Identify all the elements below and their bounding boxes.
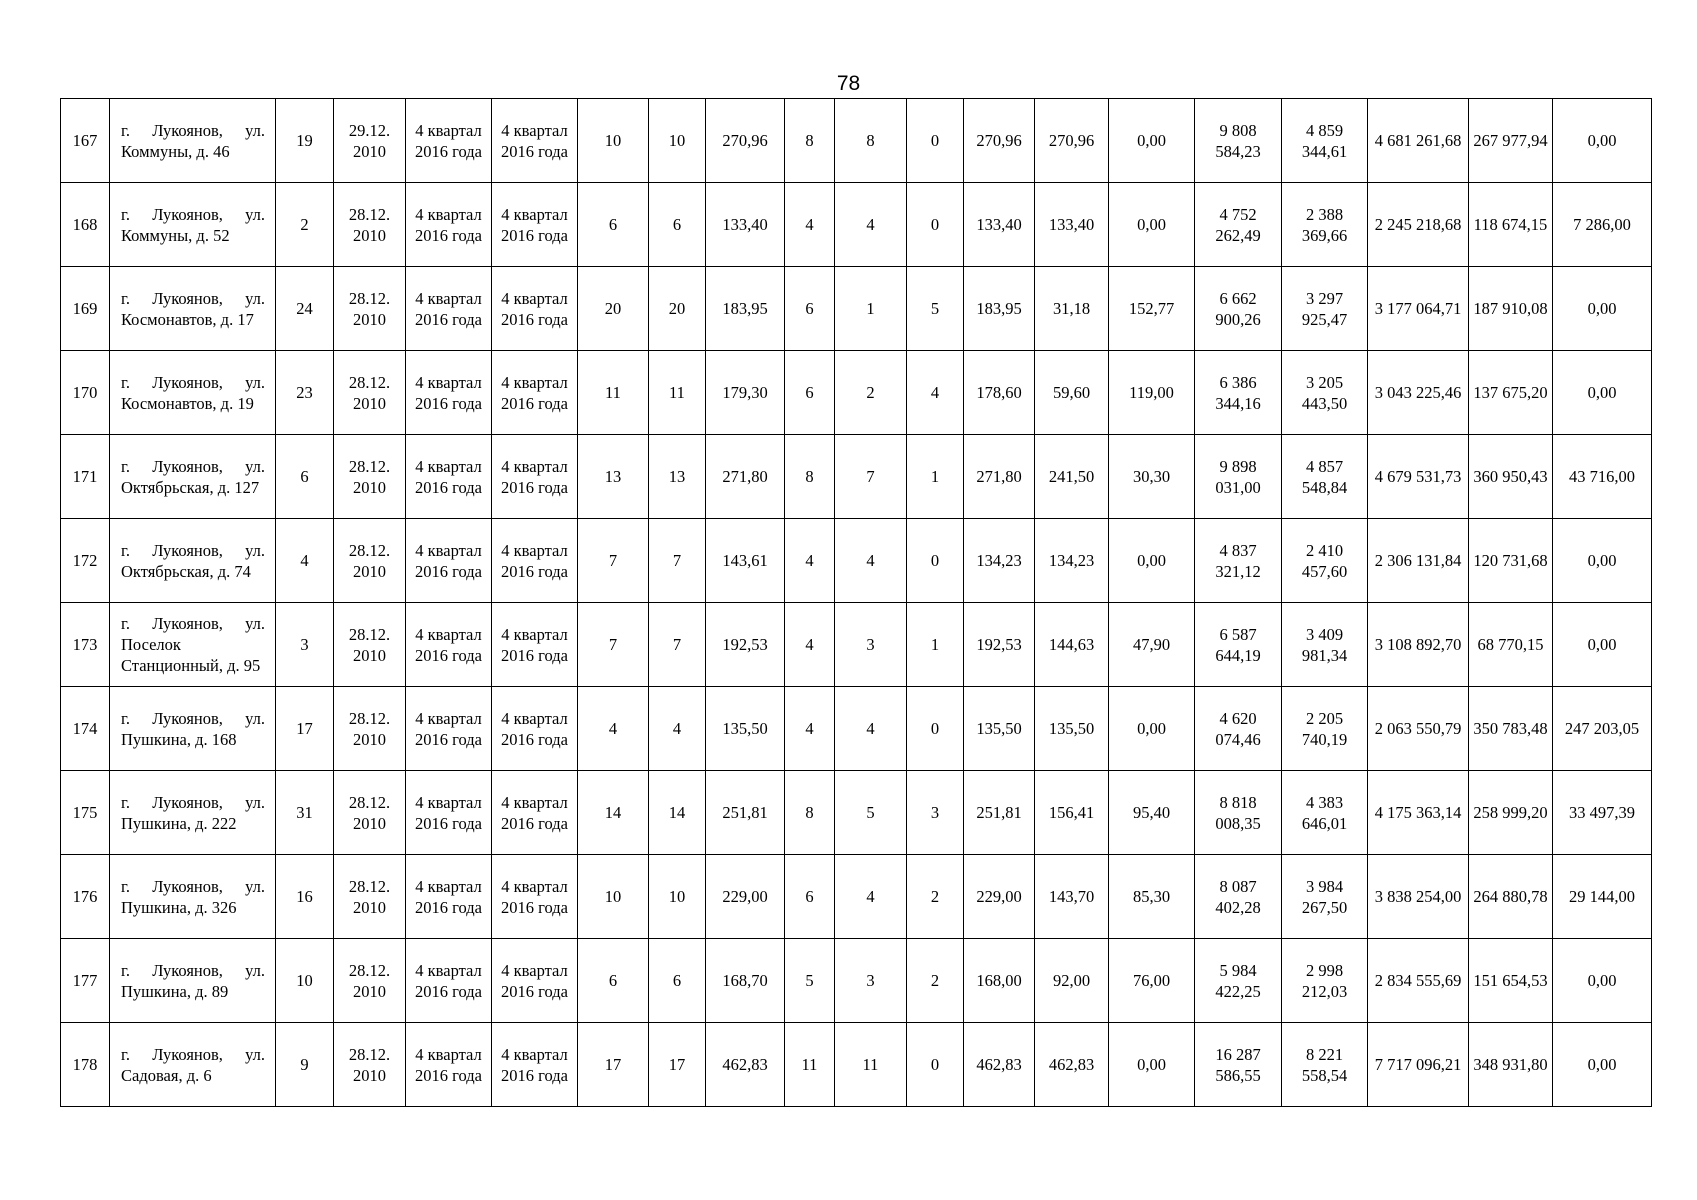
regional-budget-cell: 4 679 531,73 xyxy=(1368,435,1469,519)
rooms-municipal-cell: 4 xyxy=(835,519,907,603)
residents-resettled-cell: 11 xyxy=(649,351,706,435)
plan-start-cell: 4 квартал 2016 года xyxy=(406,183,492,267)
rooms-private-cell: 4 xyxy=(907,351,964,435)
rooms-private-cell: 3 xyxy=(907,771,964,855)
rooms-municipal-cell: 11 xyxy=(835,1023,907,1107)
cost-total-cell: 9 808 584,23 xyxy=(1195,99,1282,183)
rooms-total-cell: 6 xyxy=(785,267,835,351)
residents-cell: 4 xyxy=(578,687,649,771)
area-total-cell: 270,96 xyxy=(706,99,785,183)
fund-cell: 4 383 646,01 xyxy=(1282,771,1368,855)
area-resettled-cell: 271,80 xyxy=(964,435,1035,519)
rooms-municipal-cell: 4 xyxy=(835,855,907,939)
fund-cell: 8 221 558,54 xyxy=(1282,1023,1368,1107)
area-total-cell: 168,70 xyxy=(706,939,785,1023)
row-number-cell: 176 xyxy=(61,855,110,939)
regional-budget-cell: 4 681 261,68 xyxy=(1368,99,1469,183)
area-private-cell: 119,00 xyxy=(1109,351,1195,435)
regional-budget-cell: 2 306 131,84 xyxy=(1368,519,1469,603)
area-private-cell: 152,77 xyxy=(1109,267,1195,351)
date-cell: 28.12. 2010 xyxy=(334,687,406,771)
area-total-cell: 192,53 xyxy=(706,603,785,687)
row-number-cell: 174 xyxy=(61,687,110,771)
area-municipal-cell: 134,23 xyxy=(1035,519,1109,603)
plan-start-cell: 4 квартал 2016 года xyxy=(406,351,492,435)
extra-funds-cell: 0,00 xyxy=(1553,519,1652,603)
row-number-cell: 169 xyxy=(61,267,110,351)
row-number-cell: 168 xyxy=(61,183,110,267)
plan-start-cell: 4 квартал 2016 года xyxy=(406,687,492,771)
area-resettled-cell: 192,53 xyxy=(964,603,1035,687)
plan-start-cell: 4 квартал 2016 года xyxy=(406,267,492,351)
residents-resettled-cell: 17 xyxy=(649,1023,706,1107)
address-cell: г. Лукоянов, ул. Пушкина, д. 222 xyxy=(110,771,276,855)
cost-total-cell: 9 898 031,00 xyxy=(1195,435,1282,519)
area-resettled-cell: 229,00 xyxy=(964,855,1035,939)
plan-start-cell: 4 квартал 2016 года xyxy=(406,519,492,603)
residents-resettled-cell: 20 xyxy=(649,267,706,351)
resettlement-table xyxy=(60,98,1652,1107)
cost-total-cell: 4 837 321,12 xyxy=(1195,519,1282,603)
residents-resettled-cell: 7 xyxy=(649,603,706,687)
regional-budget-cell: 4 175 363,14 xyxy=(1368,771,1469,855)
plan-end-cell: 4 квартал 2016 года xyxy=(492,687,578,771)
residents-cell: 7 xyxy=(578,519,649,603)
row-number-cell: 175 xyxy=(61,771,110,855)
count-cell: 19 xyxy=(276,99,334,183)
area-resettled-cell: 133,40 xyxy=(964,183,1035,267)
plan-end-cell: 4 квартал 2016 года xyxy=(492,939,578,1023)
rooms-total-cell: 5 xyxy=(785,939,835,1023)
residents-resettled-cell: 7 xyxy=(649,519,706,603)
area-total-cell: 143,61 xyxy=(706,519,785,603)
extra-funds-cell: 0,00 xyxy=(1553,351,1652,435)
cost-total-cell: 8 818 008,35 xyxy=(1195,771,1282,855)
rooms-municipal-cell: 7 xyxy=(835,435,907,519)
date-cell: 28.12. 2010 xyxy=(334,183,406,267)
rooms-private-cell: 0 xyxy=(907,183,964,267)
row-number-cell: 172 xyxy=(61,519,110,603)
plan-end-cell: 4 квартал 2016 года xyxy=(492,267,578,351)
cost-total-cell: 6 662 900,26 xyxy=(1195,267,1282,351)
rooms-total-cell: 8 xyxy=(785,99,835,183)
rooms-total-cell: 6 xyxy=(785,351,835,435)
cost-total-cell: 8 087 402,28 xyxy=(1195,855,1282,939)
area-total-cell: 183,95 xyxy=(706,267,785,351)
table-row xyxy=(61,687,1652,771)
plan-end-cell: 4 квартал 2016 года xyxy=(492,519,578,603)
cost-total-cell: 16 287 586,55 xyxy=(1195,1023,1282,1107)
fund-cell: 3 409 981,34 xyxy=(1282,603,1368,687)
plan-end-cell: 4 квартал 2016 года xyxy=(492,183,578,267)
rooms-total-cell: 11 xyxy=(785,1023,835,1107)
area-municipal-cell: 59,60 xyxy=(1035,351,1109,435)
area-municipal-cell: 462,83 xyxy=(1035,1023,1109,1107)
rooms-total-cell: 6 xyxy=(785,855,835,939)
fund-cell: 3 984 267,50 xyxy=(1282,855,1368,939)
regional-budget-cell: 7 717 096,21 xyxy=(1368,1023,1469,1107)
area-private-cell: 0,00 xyxy=(1109,519,1195,603)
area-private-cell: 95,40 xyxy=(1109,771,1195,855)
area-total-cell: 271,80 xyxy=(706,435,785,519)
row-number-cell: 173 xyxy=(61,603,110,687)
area-resettled-cell: 251,81 xyxy=(964,771,1035,855)
count-cell: 6 xyxy=(276,435,334,519)
rooms-private-cell: 0 xyxy=(907,687,964,771)
table-row xyxy=(61,183,1652,267)
residents-cell: 14 xyxy=(578,771,649,855)
address-cell: г. Лукоянов, ул. Космонавтов, д. 17 xyxy=(110,267,276,351)
extra-funds-cell: 29 144,00 xyxy=(1553,855,1652,939)
address-cell: г. Лукоянов, ул. Пушкина, д. 168 xyxy=(110,687,276,771)
row-number-cell: 171 xyxy=(61,435,110,519)
fund-cell: 4 857 548,84 xyxy=(1282,435,1368,519)
table-row xyxy=(61,519,1652,603)
date-cell: 28.12. 2010 xyxy=(334,771,406,855)
plan-end-cell: 4 квартал 2016 года xyxy=(492,1023,578,1107)
date-cell: 28.12. 2010 xyxy=(334,1023,406,1107)
rooms-private-cell: 0 xyxy=(907,519,964,603)
residents-cell: 11 xyxy=(578,351,649,435)
fund-cell: 2 998 212,03 xyxy=(1282,939,1368,1023)
row-number-cell: 167 xyxy=(61,99,110,183)
area-resettled-cell: 134,23 xyxy=(964,519,1035,603)
fund-cell: 2 388 369,66 xyxy=(1282,183,1368,267)
rooms-municipal-cell: 4 xyxy=(835,183,907,267)
area-municipal-cell: 135,50 xyxy=(1035,687,1109,771)
count-cell: 9 xyxy=(276,1023,334,1107)
residents-resettled-cell: 10 xyxy=(649,855,706,939)
count-cell: 2 xyxy=(276,183,334,267)
count-cell: 16 xyxy=(276,855,334,939)
plan-end-cell: 4 квартал 2016 года xyxy=(492,351,578,435)
area-resettled-cell: 168,00 xyxy=(964,939,1035,1023)
plan-start-cell: 4 квартал 2016 года xyxy=(406,855,492,939)
local-budget-cell: 258 999,20 xyxy=(1469,771,1553,855)
address-cell: г. Лукоянов, ул. Космонавтов, д. 19 xyxy=(110,351,276,435)
area-municipal-cell: 156,41 xyxy=(1035,771,1109,855)
extra-funds-cell: 0,00 xyxy=(1553,99,1652,183)
date-cell: 28.12. 2010 xyxy=(334,351,406,435)
regional-budget-cell: 3 043 225,46 xyxy=(1368,351,1469,435)
table-row xyxy=(61,1023,1652,1107)
residents-cell: 6 xyxy=(578,183,649,267)
area-private-cell: 0,00 xyxy=(1109,1023,1195,1107)
residents-cell: 10 xyxy=(578,99,649,183)
cost-total-cell: 4 620 074,46 xyxy=(1195,687,1282,771)
address-cell: г. Лукоянов, ул. Садовая, д. 6 xyxy=(110,1023,276,1107)
regional-budget-cell: 3 177 064,71 xyxy=(1368,267,1469,351)
count-cell: 4 xyxy=(276,519,334,603)
rooms-municipal-cell: 1 xyxy=(835,267,907,351)
regional-budget-cell: 2 063 550,79 xyxy=(1368,687,1469,771)
table-row xyxy=(61,267,1652,351)
area-total-cell: 462,83 xyxy=(706,1023,785,1107)
cost-total-cell: 6 587 644,19 xyxy=(1195,603,1282,687)
extra-funds-cell: 0,00 xyxy=(1553,939,1652,1023)
residents-resettled-cell: 10 xyxy=(649,99,706,183)
area-private-cell: 47,90 xyxy=(1109,603,1195,687)
residents-resettled-cell: 6 xyxy=(649,183,706,267)
plan-end-cell: 4 квартал 2016 года xyxy=(492,435,578,519)
area-resettled-cell: 135,50 xyxy=(964,687,1035,771)
date-cell: 29.12. 2010 xyxy=(334,99,406,183)
date-cell: 28.12. 2010 xyxy=(334,855,406,939)
local-budget-cell: 350 783,48 xyxy=(1469,687,1553,771)
rooms-municipal-cell: 2 xyxy=(835,351,907,435)
plan-start-cell: 4 квартал 2016 года xyxy=(406,939,492,1023)
count-cell: 10 xyxy=(276,939,334,1023)
extra-funds-cell: 0,00 xyxy=(1553,603,1652,687)
area-total-cell: 133,40 xyxy=(706,183,785,267)
area-total-cell: 135,50 xyxy=(706,687,785,771)
rooms-private-cell: 0 xyxy=(907,99,964,183)
local-budget-cell: 348 931,80 xyxy=(1469,1023,1553,1107)
date-cell: 28.12. 2010 xyxy=(334,435,406,519)
table-row xyxy=(61,939,1652,1023)
rooms-private-cell: 2 xyxy=(907,939,964,1023)
address-cell: г. Лукоянов, ул. Коммуны, д. 52 xyxy=(110,183,276,267)
regional-budget-cell: 2 245 218,68 xyxy=(1368,183,1469,267)
area-municipal-cell: 143,70 xyxy=(1035,855,1109,939)
local-budget-cell: 151 654,53 xyxy=(1469,939,1553,1023)
local-budget-cell: 137 675,20 xyxy=(1469,351,1553,435)
extra-funds-cell: 0,00 xyxy=(1553,1023,1652,1107)
area-resettled-cell: 462,83 xyxy=(964,1023,1035,1107)
cost-total-cell: 6 386 344,16 xyxy=(1195,351,1282,435)
address-cell: г. Лукоянов, ул. Пушкина, д. 326 xyxy=(110,855,276,939)
local-budget-cell: 120 731,68 xyxy=(1469,519,1553,603)
rooms-private-cell: 1 xyxy=(907,435,964,519)
address-cell: г. Лукоянов, ул. Октябрьская, д. 74 xyxy=(110,519,276,603)
address-cell: г. Лукоянов, ул. Пушкина, д. 89 xyxy=(110,939,276,1023)
residents-cell: 6 xyxy=(578,939,649,1023)
area-municipal-cell: 241,50 xyxy=(1035,435,1109,519)
plan-start-cell: 4 квартал 2016 года xyxy=(406,1023,492,1107)
area-private-cell: 76,00 xyxy=(1109,939,1195,1023)
area-municipal-cell: 133,40 xyxy=(1035,183,1109,267)
local-budget-cell: 360 950,43 xyxy=(1469,435,1553,519)
plan-start-cell: 4 квартал 2016 года xyxy=(406,99,492,183)
rooms-private-cell: 5 xyxy=(907,267,964,351)
area-private-cell: 0,00 xyxy=(1109,687,1195,771)
rooms-municipal-cell: 3 xyxy=(835,939,907,1023)
rooms-total-cell: 4 xyxy=(785,183,835,267)
area-municipal-cell: 31,18 xyxy=(1035,267,1109,351)
area-total-cell: 251,81 xyxy=(706,771,785,855)
extra-funds-cell: 247 203,05 xyxy=(1553,687,1652,771)
date-cell: 28.12. 2010 xyxy=(334,519,406,603)
fund-cell: 2 410 457,60 xyxy=(1282,519,1368,603)
extra-funds-cell: 43 716,00 xyxy=(1553,435,1652,519)
rooms-total-cell: 4 xyxy=(785,687,835,771)
row-number-cell: 177 xyxy=(61,939,110,1023)
plan-start-cell: 4 квартал 2016 года xyxy=(406,771,492,855)
fund-cell: 4 859 344,61 xyxy=(1282,99,1368,183)
area-private-cell: 30,30 xyxy=(1109,435,1195,519)
area-private-cell: 85,30 xyxy=(1109,855,1195,939)
area-total-cell: 179,30 xyxy=(706,351,785,435)
area-municipal-cell: 92,00 xyxy=(1035,939,1109,1023)
count-cell: 31 xyxy=(276,771,334,855)
address-cell: г. Лукоянов, ул. Коммуны, д. 46 xyxy=(110,99,276,183)
fund-cell: 2 205 740,19 xyxy=(1282,687,1368,771)
rooms-municipal-cell: 3 xyxy=(835,603,907,687)
local-budget-cell: 187 910,08 xyxy=(1469,267,1553,351)
cost-total-cell: 4 752 262,49 xyxy=(1195,183,1282,267)
rooms-total-cell: 8 xyxy=(785,435,835,519)
area-total-cell: 229,00 xyxy=(706,855,785,939)
rooms-total-cell: 4 xyxy=(785,603,835,687)
table-row xyxy=(61,855,1652,939)
plan-end-cell: 4 квартал 2016 года xyxy=(492,855,578,939)
plan-end-cell: 4 квартал 2016 года xyxy=(492,771,578,855)
cost-total-cell: 5 984 422,25 xyxy=(1195,939,1282,1023)
extra-funds-cell: 0,00 xyxy=(1553,267,1652,351)
local-budget-cell: 267 977,94 xyxy=(1469,99,1553,183)
residents-resettled-cell: 14 xyxy=(649,771,706,855)
residents-resettled-cell: 13 xyxy=(649,435,706,519)
area-private-cell: 0,00 xyxy=(1109,99,1195,183)
rooms-municipal-cell: 4 xyxy=(835,687,907,771)
date-cell: 28.12. 2010 xyxy=(334,603,406,687)
area-private-cell: 0,00 xyxy=(1109,183,1195,267)
area-municipal-cell: 270,96 xyxy=(1035,99,1109,183)
address-cell: г. Лукоянов, ул. Поселок Станционный, д. 95 xyxy=(110,603,276,687)
address-cell: г. Лукоянов, ул. Октябрьская, д. 127 xyxy=(110,435,276,519)
residents-cell: 7 xyxy=(578,603,649,687)
row-number-cell: 178 xyxy=(61,1023,110,1107)
count-cell: 24 xyxy=(276,267,334,351)
row-number-cell: 170 xyxy=(61,351,110,435)
fund-cell: 3 205 443,50 xyxy=(1282,351,1368,435)
rooms-private-cell: 0 xyxy=(907,1023,964,1107)
regional-budget-cell: 3 108 892,70 xyxy=(1368,603,1469,687)
rooms-municipal-cell: 8 xyxy=(835,99,907,183)
rooms-municipal-cell: 5 xyxy=(835,771,907,855)
rooms-total-cell: 8 xyxy=(785,771,835,855)
residents-cell: 10 xyxy=(578,855,649,939)
residents-resettled-cell: 6 xyxy=(649,939,706,1023)
table-row xyxy=(61,99,1652,183)
area-municipal-cell: 144,63 xyxy=(1035,603,1109,687)
regional-budget-cell: 3 838 254,00 xyxy=(1368,855,1469,939)
plan-start-cell: 4 квартал 2016 года xyxy=(406,435,492,519)
plan-end-cell: 4 квартал 2016 года xyxy=(492,603,578,687)
residents-resettled-cell: 4 xyxy=(649,687,706,771)
plan-end-cell: 4 квартал 2016 года xyxy=(492,99,578,183)
extra-funds-cell: 7 286,00 xyxy=(1553,183,1652,267)
local-budget-cell: 264 880,78 xyxy=(1469,855,1553,939)
count-cell: 23 xyxy=(276,351,334,435)
plan-start-cell: 4 квартал 2016 года xyxy=(406,603,492,687)
count-cell: 3 xyxy=(276,603,334,687)
date-cell: 28.12. 2010 xyxy=(334,939,406,1023)
local-budget-cell: 118 674,15 xyxy=(1469,183,1553,267)
area-resettled-cell: 178,60 xyxy=(964,351,1035,435)
extra-funds-cell: 33 497,39 xyxy=(1553,771,1652,855)
local-budget-cell: 68 770,15 xyxy=(1469,603,1553,687)
rooms-total-cell: 4 xyxy=(785,519,835,603)
residents-cell: 13 xyxy=(578,435,649,519)
fund-cell: 3 297 925,47 xyxy=(1282,267,1368,351)
count-cell: 17 xyxy=(276,687,334,771)
table-row xyxy=(61,771,1652,855)
page-number: 78 xyxy=(836,72,861,95)
residents-cell: 17 xyxy=(578,1023,649,1107)
table-row xyxy=(61,435,1652,519)
rooms-private-cell: 2 xyxy=(907,855,964,939)
table-row xyxy=(61,351,1652,435)
date-cell: 28.12. 2010 xyxy=(334,267,406,351)
regional-budget-cell: 2 834 555,69 xyxy=(1368,939,1469,1023)
table-row xyxy=(61,603,1652,687)
residents-cell: 20 xyxy=(578,267,649,351)
table-body xyxy=(61,99,1652,1107)
rooms-private-cell: 1 xyxy=(907,603,964,687)
area-resettled-cell: 270,96 xyxy=(964,99,1035,183)
area-resettled-cell: 183,95 xyxy=(964,267,1035,351)
